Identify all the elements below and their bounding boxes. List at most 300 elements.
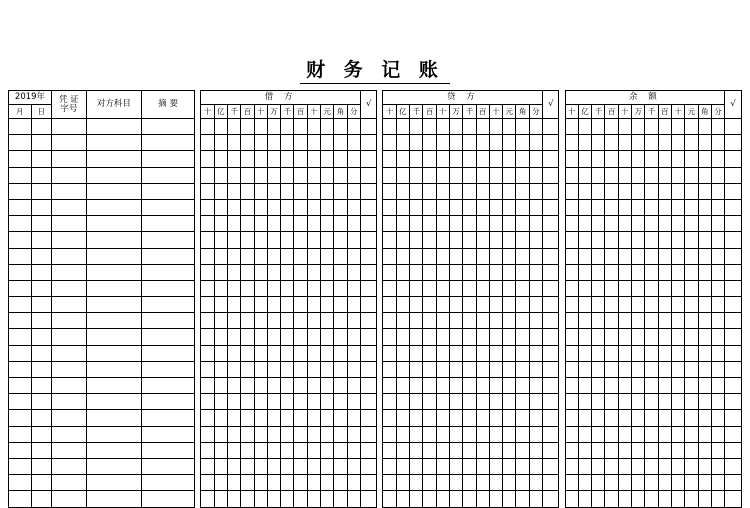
cell-balance-digit-7[interactable] bbox=[658, 232, 671, 248]
cell-debit-digit-9[interactable] bbox=[321, 264, 334, 280]
cell-month[interactable] bbox=[9, 167, 32, 183]
cell-voucher[interactable] bbox=[51, 378, 86, 394]
cell-debit-digit-4[interactable] bbox=[254, 394, 267, 410]
cell-debit-digit-9[interactable] bbox=[321, 394, 334, 410]
cell-debit-check[interactable] bbox=[360, 426, 376, 442]
cell-debit-digit-10[interactable] bbox=[334, 119, 347, 135]
cell-credit-digit-5[interactable] bbox=[449, 491, 462, 507]
cell-debit-digit-0[interactable] bbox=[201, 199, 214, 215]
cell-voucher[interactable] bbox=[51, 297, 86, 313]
cell-credit-digit-9[interactable] bbox=[503, 442, 516, 458]
cell-debit-digit-6[interactable] bbox=[281, 378, 294, 394]
cell-credit-digit-10[interactable] bbox=[516, 426, 529, 442]
cell-balance-digit-5[interactable] bbox=[632, 329, 645, 345]
cell-debit-digit-4[interactable] bbox=[254, 119, 267, 135]
cell-credit-digit-0[interactable] bbox=[383, 216, 396, 232]
cell-debit-digit-10[interactable] bbox=[334, 280, 347, 296]
cell-debit-digit-7[interactable] bbox=[294, 410, 307, 426]
cell-credit-digit-7[interactable] bbox=[476, 264, 489, 280]
cell-balance-digit-11[interactable] bbox=[711, 119, 724, 135]
cell-debit-digit-8[interactable] bbox=[307, 297, 320, 313]
cell-credit-digit-3[interactable] bbox=[423, 329, 436, 345]
cell-credit-digit-10[interactable] bbox=[516, 232, 529, 248]
cell-balance-digit-10[interactable] bbox=[698, 248, 711, 264]
cell-debit-digit-4[interactable] bbox=[254, 329, 267, 345]
cell-balance-digit-10[interactable] bbox=[698, 199, 711, 215]
cell-credit-digit-11[interactable] bbox=[529, 426, 542, 442]
cell-debit-digit-7[interactable] bbox=[294, 199, 307, 215]
cell-month[interactable] bbox=[9, 491, 32, 507]
cell-debit-digit-7[interactable] bbox=[294, 345, 307, 361]
cell-debit-digit-7[interactable] bbox=[294, 378, 307, 394]
cell-counter-subject[interactable] bbox=[86, 264, 141, 280]
cell-balance-digit-6[interactable] bbox=[645, 216, 658, 232]
cell-credit-digit-0[interactable] bbox=[383, 232, 396, 248]
cell-balance-digit-5[interactable] bbox=[632, 442, 645, 458]
cell-balance-digit-9[interactable] bbox=[685, 280, 698, 296]
cell-balance-digit-5[interactable] bbox=[632, 199, 645, 215]
cell-balance-digit-1[interactable] bbox=[578, 410, 591, 426]
cell-balance-digit-9[interactable] bbox=[685, 183, 698, 199]
cell-debit-digit-8[interactable] bbox=[307, 135, 320, 151]
cell-credit-digit-2[interactable] bbox=[410, 394, 423, 410]
cell-credit-digit-0[interactable] bbox=[383, 280, 396, 296]
cell-credit-check[interactable] bbox=[543, 378, 559, 394]
cell-balance-digit-3[interactable] bbox=[605, 313, 618, 329]
cell-balance-digit-3[interactable] bbox=[605, 410, 618, 426]
cell-balance-digit-10[interactable] bbox=[698, 442, 711, 458]
cell-debit-digit-11[interactable] bbox=[347, 297, 360, 313]
cell-balance-digit-11[interactable] bbox=[711, 313, 724, 329]
cell-summary[interactable] bbox=[142, 248, 195, 264]
cell-debit-digit-9[interactable] bbox=[321, 167, 334, 183]
cell-debit-digit-7[interactable] bbox=[294, 135, 307, 151]
cell-credit-digit-4[interactable] bbox=[436, 313, 449, 329]
cell-balance-digit-6[interactable] bbox=[645, 232, 658, 248]
cell-balance-digit-8[interactable] bbox=[671, 378, 684, 394]
cell-debit-digit-2[interactable] bbox=[227, 394, 240, 410]
cell-counter-subject[interactable] bbox=[86, 345, 141, 361]
cell-credit-digit-3[interactable] bbox=[423, 264, 436, 280]
cell-debit-digit-2[interactable] bbox=[227, 135, 240, 151]
cell-debit-check[interactable] bbox=[360, 361, 376, 377]
cell-balance-digit-1[interactable] bbox=[578, 394, 591, 410]
table-row[interactable] bbox=[9, 345, 742, 361]
cell-voucher[interactable] bbox=[51, 345, 86, 361]
cell-voucher[interactable] bbox=[51, 248, 86, 264]
cell-debit-digit-5[interactable] bbox=[267, 410, 280, 426]
cell-debit-digit-7[interactable] bbox=[294, 183, 307, 199]
cell-month[interactable] bbox=[9, 119, 32, 135]
cell-balance-digit-1[interactable] bbox=[578, 216, 591, 232]
cell-balance-digit-4[interactable] bbox=[618, 280, 631, 296]
cell-debit-digit-4[interactable] bbox=[254, 345, 267, 361]
cell-balance-digit-4[interactable] bbox=[618, 345, 631, 361]
cell-credit-digit-10[interactable] bbox=[516, 280, 529, 296]
cell-debit-digit-10[interactable] bbox=[334, 135, 347, 151]
cell-balance-digit-0[interactable] bbox=[565, 264, 578, 280]
cell-credit-digit-1[interactable] bbox=[396, 378, 409, 394]
cell-balance-digit-1[interactable] bbox=[578, 378, 591, 394]
cell-credit-digit-6[interactable] bbox=[463, 297, 476, 313]
cell-credit-digit-3[interactable] bbox=[423, 248, 436, 264]
cell-credit-digit-6[interactable] bbox=[463, 491, 476, 507]
cell-debit-digit-10[interactable] bbox=[334, 264, 347, 280]
cell-balance-digit-4[interactable] bbox=[618, 183, 631, 199]
cell-credit-digit-8[interactable] bbox=[489, 458, 502, 474]
cell-credit-digit-0[interactable] bbox=[383, 183, 396, 199]
cell-balance-digit-11[interactable] bbox=[711, 167, 724, 183]
cell-credit-digit-11[interactable] bbox=[529, 183, 542, 199]
cell-credit-digit-8[interactable] bbox=[489, 297, 502, 313]
cell-debit-digit-4[interactable] bbox=[254, 297, 267, 313]
cell-debit-digit-0[interactable] bbox=[201, 458, 214, 474]
cell-debit-digit-7[interactable] bbox=[294, 119, 307, 135]
cell-balance-check[interactable] bbox=[725, 313, 742, 329]
cell-credit-digit-7[interactable] bbox=[476, 119, 489, 135]
cell-balance-check[interactable] bbox=[725, 183, 742, 199]
cell-credit-digit-9[interactable] bbox=[503, 329, 516, 345]
cell-day[interactable] bbox=[31, 458, 51, 474]
cell-day[interactable] bbox=[31, 199, 51, 215]
cell-debit-check[interactable] bbox=[360, 297, 376, 313]
cell-voucher[interactable] bbox=[51, 475, 86, 491]
cell-debit-digit-5[interactable] bbox=[267, 167, 280, 183]
cell-credit-digit-9[interactable] bbox=[503, 183, 516, 199]
cell-credit-digit-6[interactable] bbox=[463, 232, 476, 248]
cell-credit-digit-3[interactable] bbox=[423, 183, 436, 199]
cell-counter-subject[interactable] bbox=[86, 361, 141, 377]
cell-balance-check[interactable] bbox=[725, 297, 742, 313]
cell-credit-digit-5[interactable] bbox=[449, 216, 462, 232]
cell-balance-digit-1[interactable] bbox=[578, 442, 591, 458]
cell-credit-digit-10[interactable] bbox=[516, 378, 529, 394]
cell-credit-digit-6[interactable] bbox=[463, 410, 476, 426]
cell-balance-digit-2[interactable] bbox=[592, 183, 605, 199]
cell-counter-subject[interactable] bbox=[86, 475, 141, 491]
cell-balance-digit-9[interactable] bbox=[685, 345, 698, 361]
cell-balance-digit-4[interactable] bbox=[618, 426, 631, 442]
cell-debit-check[interactable] bbox=[360, 313, 376, 329]
cell-balance-digit-1[interactable] bbox=[578, 458, 591, 474]
cell-balance-digit-6[interactable] bbox=[645, 151, 658, 167]
cell-debit-digit-5[interactable] bbox=[267, 345, 280, 361]
cell-debit-digit-8[interactable] bbox=[307, 232, 320, 248]
cell-balance-digit-2[interactable] bbox=[592, 458, 605, 474]
cell-month[interactable] bbox=[9, 442, 32, 458]
cell-credit-digit-4[interactable] bbox=[436, 378, 449, 394]
cell-month[interactable] bbox=[9, 329, 32, 345]
cell-credit-digit-6[interactable] bbox=[463, 167, 476, 183]
cell-balance-digit-9[interactable] bbox=[685, 119, 698, 135]
cell-balance-digit-2[interactable] bbox=[592, 297, 605, 313]
cell-balance-digit-4[interactable] bbox=[618, 458, 631, 474]
cell-credit-digit-7[interactable] bbox=[476, 313, 489, 329]
cell-balance-digit-11[interactable] bbox=[711, 264, 724, 280]
cell-balance-digit-7[interactable] bbox=[658, 313, 671, 329]
cell-debit-digit-5[interactable] bbox=[267, 280, 280, 296]
cell-credit-digit-4[interactable] bbox=[436, 248, 449, 264]
table-row[interactable] bbox=[9, 313, 742, 329]
cell-debit-digit-2[interactable] bbox=[227, 475, 240, 491]
cell-debit-digit-2[interactable] bbox=[227, 248, 240, 264]
cell-debit-digit-6[interactable] bbox=[281, 475, 294, 491]
cell-credit-digit-0[interactable] bbox=[383, 264, 396, 280]
cell-credit-digit-4[interactable] bbox=[436, 442, 449, 458]
cell-debit-digit-10[interactable] bbox=[334, 345, 347, 361]
cell-summary[interactable] bbox=[142, 394, 195, 410]
cell-balance-digit-7[interactable] bbox=[658, 199, 671, 215]
cell-balance-check[interactable] bbox=[725, 216, 742, 232]
cell-summary[interactable] bbox=[142, 491, 195, 507]
cell-balance-digit-8[interactable] bbox=[671, 313, 684, 329]
cell-balance-digit-0[interactable] bbox=[565, 151, 578, 167]
cell-debit-digit-3[interactable] bbox=[241, 491, 254, 507]
cell-balance-digit-10[interactable] bbox=[698, 361, 711, 377]
cell-balance-digit-5[interactable] bbox=[632, 264, 645, 280]
cell-credit-digit-7[interactable] bbox=[476, 183, 489, 199]
cell-debit-digit-4[interactable] bbox=[254, 442, 267, 458]
cell-debit-digit-2[interactable] bbox=[227, 199, 240, 215]
cell-debit-digit-5[interactable] bbox=[267, 183, 280, 199]
cell-debit-digit-3[interactable] bbox=[241, 280, 254, 296]
cell-balance-digit-0[interactable] bbox=[565, 216, 578, 232]
cell-balance-digit-7[interactable] bbox=[658, 329, 671, 345]
cell-credit-digit-1[interactable] bbox=[396, 394, 409, 410]
cell-balance-digit-8[interactable] bbox=[671, 458, 684, 474]
cell-credit-digit-11[interactable] bbox=[529, 199, 542, 215]
cell-debit-digit-8[interactable] bbox=[307, 458, 320, 474]
cell-debit-digit-10[interactable] bbox=[334, 216, 347, 232]
cell-credit-digit-6[interactable] bbox=[463, 313, 476, 329]
cell-debit-digit-0[interactable] bbox=[201, 491, 214, 507]
cell-debit-digit-7[interactable] bbox=[294, 394, 307, 410]
cell-credit-digit-9[interactable] bbox=[503, 232, 516, 248]
cell-balance-digit-3[interactable] bbox=[605, 426, 618, 442]
cell-debit-digit-0[interactable] bbox=[201, 361, 214, 377]
cell-balance-digit-2[interactable] bbox=[592, 345, 605, 361]
cell-balance-digit-10[interactable] bbox=[698, 183, 711, 199]
cell-balance-digit-10[interactable] bbox=[698, 135, 711, 151]
cell-debit-digit-10[interactable] bbox=[334, 183, 347, 199]
cell-debit-digit-9[interactable] bbox=[321, 248, 334, 264]
cell-debit-digit-8[interactable] bbox=[307, 264, 320, 280]
cell-balance-digit-3[interactable] bbox=[605, 183, 618, 199]
cell-balance-digit-1[interactable] bbox=[578, 119, 591, 135]
cell-balance-digit-8[interactable] bbox=[671, 151, 684, 167]
cell-debit-digit-5[interactable] bbox=[267, 264, 280, 280]
cell-voucher[interactable] bbox=[51, 329, 86, 345]
cell-debit-digit-7[interactable] bbox=[294, 264, 307, 280]
cell-credit-digit-5[interactable] bbox=[449, 410, 462, 426]
cell-credit-digit-6[interactable] bbox=[463, 442, 476, 458]
cell-debit-digit-4[interactable] bbox=[254, 361, 267, 377]
cell-debit-digit-6[interactable] bbox=[281, 458, 294, 474]
cell-debit-digit-1[interactable] bbox=[214, 248, 227, 264]
cell-debit-digit-8[interactable] bbox=[307, 442, 320, 458]
cell-debit-digit-10[interactable] bbox=[334, 313, 347, 329]
cell-debit-digit-6[interactable] bbox=[281, 264, 294, 280]
cell-debit-digit-3[interactable] bbox=[241, 119, 254, 135]
cell-credit-digit-7[interactable] bbox=[476, 135, 489, 151]
cell-debit-digit-6[interactable] bbox=[281, 313, 294, 329]
cell-credit-digit-8[interactable] bbox=[489, 248, 502, 264]
cell-debit-digit-10[interactable] bbox=[334, 329, 347, 345]
cell-credit-digit-5[interactable] bbox=[449, 280, 462, 296]
cell-credit-digit-2[interactable] bbox=[410, 361, 423, 377]
cell-credit-digit-4[interactable] bbox=[436, 458, 449, 474]
cell-balance-digit-8[interactable] bbox=[671, 345, 684, 361]
cell-balance-digit-10[interactable] bbox=[698, 345, 711, 361]
cell-balance-digit-7[interactable] bbox=[658, 264, 671, 280]
cell-debit-digit-1[interactable] bbox=[214, 410, 227, 426]
cell-debit-digit-8[interactable] bbox=[307, 426, 320, 442]
cell-balance-digit-0[interactable] bbox=[565, 426, 578, 442]
cell-balance-digit-10[interactable] bbox=[698, 297, 711, 313]
table-row[interactable] bbox=[9, 426, 742, 442]
cell-balance-digit-3[interactable] bbox=[605, 119, 618, 135]
cell-balance-digit-7[interactable] bbox=[658, 410, 671, 426]
cell-balance-digit-11[interactable] bbox=[711, 216, 724, 232]
cell-balance-digit-1[interactable] bbox=[578, 135, 591, 151]
cell-balance-digit-1[interactable] bbox=[578, 248, 591, 264]
cell-debit-digit-11[interactable] bbox=[347, 119, 360, 135]
cell-credit-digit-9[interactable] bbox=[503, 119, 516, 135]
table-row[interactable] bbox=[9, 491, 742, 507]
cell-balance-digit-9[interactable] bbox=[685, 361, 698, 377]
cell-debit-check[interactable] bbox=[360, 183, 376, 199]
cell-debit-digit-0[interactable] bbox=[201, 135, 214, 151]
cell-month[interactable] bbox=[9, 313, 32, 329]
cell-debit-digit-8[interactable] bbox=[307, 410, 320, 426]
cell-month[interactable] bbox=[9, 458, 32, 474]
cell-debit-digit-6[interactable] bbox=[281, 345, 294, 361]
cell-credit-digit-10[interactable] bbox=[516, 199, 529, 215]
cell-credit-digit-5[interactable] bbox=[449, 426, 462, 442]
cell-credit-digit-0[interactable] bbox=[383, 410, 396, 426]
cell-debit-digit-1[interactable] bbox=[214, 199, 227, 215]
cell-debit-digit-0[interactable] bbox=[201, 426, 214, 442]
cell-debit-digit-3[interactable] bbox=[241, 232, 254, 248]
cell-month[interactable] bbox=[9, 394, 32, 410]
cell-debit-digit-3[interactable] bbox=[241, 475, 254, 491]
cell-day[interactable] bbox=[31, 313, 51, 329]
cell-credit-digit-3[interactable] bbox=[423, 442, 436, 458]
cell-balance-digit-3[interactable] bbox=[605, 232, 618, 248]
cell-balance-digit-0[interactable] bbox=[565, 410, 578, 426]
cell-credit-digit-3[interactable] bbox=[423, 426, 436, 442]
cell-balance-digit-1[interactable] bbox=[578, 297, 591, 313]
cell-credit-digit-5[interactable] bbox=[449, 264, 462, 280]
cell-credit-digit-6[interactable] bbox=[463, 329, 476, 345]
cell-counter-subject[interactable] bbox=[86, 313, 141, 329]
cell-debit-digit-4[interactable] bbox=[254, 167, 267, 183]
cell-credit-digit-4[interactable] bbox=[436, 135, 449, 151]
cell-debit-digit-9[interactable] bbox=[321, 378, 334, 394]
cell-balance-digit-7[interactable] bbox=[658, 297, 671, 313]
cell-balance-digit-9[interactable] bbox=[685, 410, 698, 426]
cell-debit-digit-7[interactable] bbox=[294, 248, 307, 264]
cell-credit-digit-2[interactable] bbox=[410, 410, 423, 426]
cell-credit-digit-5[interactable] bbox=[449, 297, 462, 313]
cell-debit-digit-6[interactable] bbox=[281, 394, 294, 410]
cell-credit-digit-10[interactable] bbox=[516, 167, 529, 183]
cell-credit-digit-1[interactable] bbox=[396, 167, 409, 183]
cell-balance-digit-2[interactable] bbox=[592, 313, 605, 329]
cell-credit-digit-10[interactable] bbox=[516, 183, 529, 199]
cell-balance-digit-2[interactable] bbox=[592, 378, 605, 394]
cell-summary[interactable] bbox=[142, 329, 195, 345]
cell-day[interactable] bbox=[31, 329, 51, 345]
cell-balance-digit-4[interactable] bbox=[618, 313, 631, 329]
cell-credit-digit-10[interactable] bbox=[516, 329, 529, 345]
cell-balance-check[interactable] bbox=[725, 394, 742, 410]
cell-credit-digit-8[interactable] bbox=[489, 394, 502, 410]
cell-balance-digit-6[interactable] bbox=[645, 167, 658, 183]
cell-balance-digit-1[interactable] bbox=[578, 329, 591, 345]
cell-balance-check[interactable] bbox=[725, 442, 742, 458]
cell-balance-digit-10[interactable] bbox=[698, 167, 711, 183]
cell-credit-digit-6[interactable] bbox=[463, 361, 476, 377]
cell-debit-digit-9[interactable] bbox=[321, 442, 334, 458]
cell-debit-digit-1[interactable] bbox=[214, 475, 227, 491]
cell-balance-digit-9[interactable] bbox=[685, 135, 698, 151]
cell-balance-digit-8[interactable] bbox=[671, 394, 684, 410]
cell-balance-digit-8[interactable] bbox=[671, 442, 684, 458]
cell-balance-digit-11[interactable] bbox=[711, 345, 724, 361]
cell-debit-digit-0[interactable] bbox=[201, 475, 214, 491]
cell-debit-digit-11[interactable] bbox=[347, 151, 360, 167]
cell-credit-check[interactable] bbox=[543, 199, 559, 215]
cell-voucher[interactable] bbox=[51, 410, 86, 426]
cell-balance-digit-9[interactable] bbox=[685, 426, 698, 442]
cell-debit-check[interactable] bbox=[360, 119, 376, 135]
cell-credit-digit-5[interactable] bbox=[449, 475, 462, 491]
cell-debit-digit-10[interactable] bbox=[334, 151, 347, 167]
cell-credit-digit-6[interactable] bbox=[463, 345, 476, 361]
cell-credit-digit-9[interactable] bbox=[503, 410, 516, 426]
cell-credit-digit-10[interactable] bbox=[516, 475, 529, 491]
cell-credit-digit-4[interactable] bbox=[436, 232, 449, 248]
cell-balance-digit-0[interactable] bbox=[565, 199, 578, 215]
cell-credit-digit-1[interactable] bbox=[396, 426, 409, 442]
cell-credit-digit-3[interactable] bbox=[423, 151, 436, 167]
cell-credit-digit-10[interactable] bbox=[516, 216, 529, 232]
cell-balance-digit-6[interactable] bbox=[645, 135, 658, 151]
cell-balance-digit-5[interactable] bbox=[632, 280, 645, 296]
cell-counter-subject[interactable] bbox=[86, 442, 141, 458]
cell-debit-digit-11[interactable] bbox=[347, 313, 360, 329]
cell-balance-digit-9[interactable] bbox=[685, 167, 698, 183]
cell-balance-digit-7[interactable] bbox=[658, 361, 671, 377]
cell-balance-digit-2[interactable] bbox=[592, 410, 605, 426]
cell-credit-digit-7[interactable] bbox=[476, 216, 489, 232]
cell-debit-digit-10[interactable] bbox=[334, 232, 347, 248]
cell-credit-digit-7[interactable] bbox=[476, 491, 489, 507]
cell-balance-digit-1[interactable] bbox=[578, 491, 591, 507]
cell-debit-digit-6[interactable] bbox=[281, 167, 294, 183]
cell-credit-digit-11[interactable] bbox=[529, 119, 542, 135]
cell-credit-digit-7[interactable] bbox=[476, 458, 489, 474]
cell-debit-digit-3[interactable] bbox=[241, 313, 254, 329]
cell-counter-subject[interactable] bbox=[86, 458, 141, 474]
cell-credit-digit-5[interactable] bbox=[449, 119, 462, 135]
cell-debit-digit-6[interactable] bbox=[281, 280, 294, 296]
cell-month[interactable] bbox=[9, 475, 32, 491]
cell-debit-digit-3[interactable] bbox=[241, 458, 254, 474]
cell-credit-digit-3[interactable] bbox=[423, 378, 436, 394]
cell-debit-digit-11[interactable] bbox=[347, 216, 360, 232]
